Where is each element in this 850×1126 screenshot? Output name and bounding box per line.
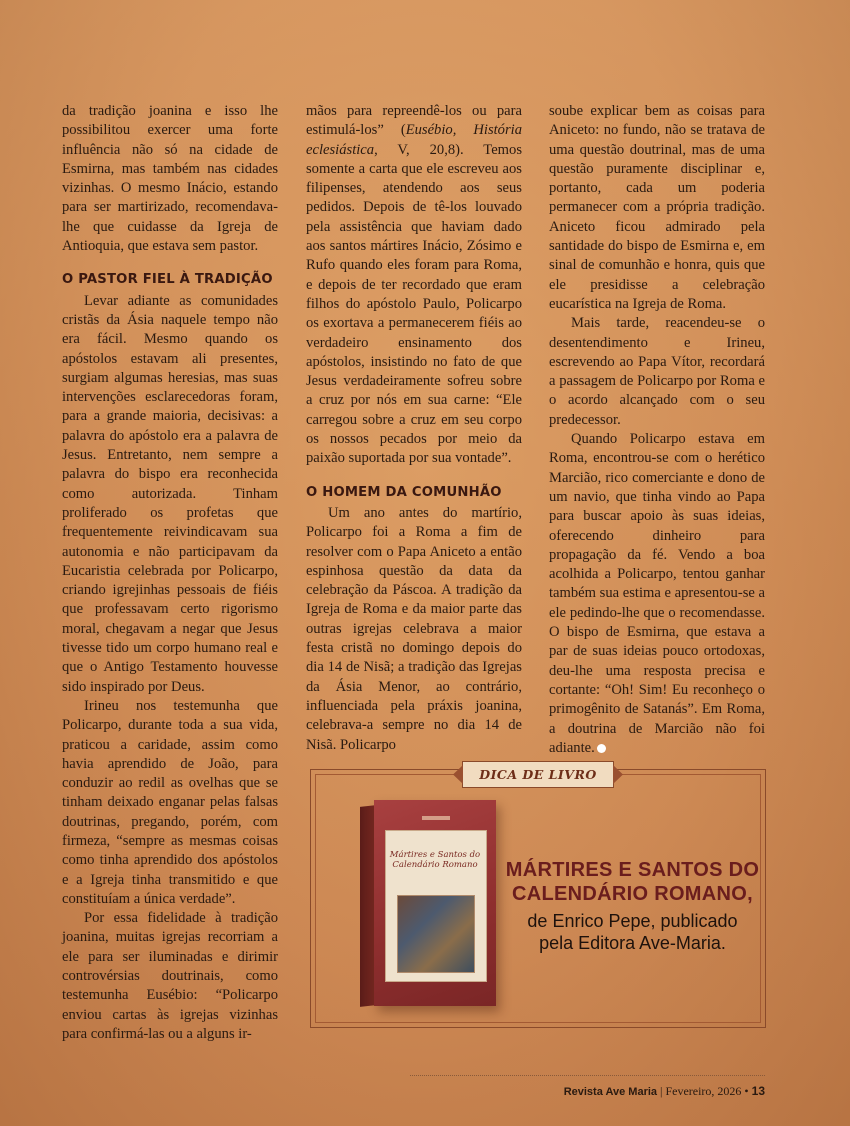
- issue-date: Fevereiro, 2026 •: [665, 1084, 749, 1098]
- page-footer: [564, 1084, 765, 1099]
- paragraph: Mais tarde, reacendeu-se o desentendimento e Irineu, escrevendo ao Papa Vítor, recordará a passagem de Policarpo por Roma e o acordo alcançado com o seu predecessor.: [549, 315, 765, 428]
- book-info: [500, 858, 765, 954]
- paragraph: Levar adiante as comunidades cristãs da Ásia naquele tempo não era fácil. Mesmo quando os apóstolos estavam ali presentes, surgiam algumas heresias, mas suas intervenções esclarecedoras foram, para a grande maioria, decisivas: a palavra do apóstolo era a palavra de Jesus. Entretanto, nem sempre a palavra do bispo era reconhecida como autorizada. Tinham proliferado os profetas que frequentemente reivindicavam sua autonomia e não participavam da Eucaristia celebrada por Policarpo, criando igrejinhas pessoais de fiéis que professavam certo rigorismo moral, chegavam a negar que Jesus tivesse tido um corpo humano real e que o Antigo Testamento houvesse sido inspirado por Deus.: [62, 292, 278, 695]
- article-column-3: [549, 102, 765, 758]
- magazine-name: Revista Ave Maria: [563, 1086, 658, 1098]
- book-title: MÁRTIRES E SANTOS DO CALENDÁRIO ROMANO,: [505, 859, 760, 905]
- section-heading: O HOMEM DA COMUNHÃO: [306, 484, 502, 500]
- book-publisher-mark: [422, 816, 450, 820]
- paragraph: Quando Policarpo estava em Roma, encontrou-se com o herético Marcião, rico comerciante e dono de um navio, que tinha vindo ao Papa para buscar apoio às suas ideias, oferecendo dinheiro para propagação da fé. Vendo a boa acolhida a Policarpo, tentou ganhar também sua estima e apresentou-se a ele pedindo-lhe que o recomendasse. O bispo de Esmirna, que estava a par de suas ideias pouco ortodoxas, deu-lhe uma resposta precisa e cortante: “Oh! Sim! Eu reconheço o primogênito de Satanás”. Em Roma, a doutrina de Marcião não foi adiante.: [549, 431, 765, 756]
- paragraph: mãos para repreendê-los ou para estimulá-los” (Eusébio, História eclesiástica, V, 20,8). Temos somente a carta que ele escreveu aos filipenses, atendendo aos seus pedidos. Depois de tê-los louvado pela assistência que haviam dado aos santos mártires Inácio, Zósimo e Rufo quando eles foram para Roma, e depois de ter recordado que eram filhos do apóstolo Paulo, Policarpo os exortava a permanecerem fiéis ao verdadeiro ensinamento dos apóstolos, insistindo no fato de que Jesus verdadeiramente sofreu sobre a cruz por nós em sua carne: “Ele carregou sobre a cruz em seu corpo os nossos pecados por meio da paixão suportada por sua vontade”.: [306, 103, 523, 467]
- paragraph: da tradição joanina e isso lhe possibilitou exercer uma forte influência não só na cidade de Esmirna, mas também nas cidades vizinhas. O mesmo Inácio, estando para ser martirizado, recomendava-lhe que cuidasse da Igreja de Antioquia, que estava sem pastor.: [62, 103, 278, 255]
- citation: Eusébio, História eclesiástica: [306, 122, 523, 158]
- paragraph: Irineu nos testemunha que Policarpo, durante toda a sua vida, praticou a caridade, assim como havia aprendido de João, para conduzir ao redil as ovelhas que se tinham deixado enganar pelas falsas doutrinas, pregando, porém, com firmeza, “sempre as mesmas coisas como tinha aprendido dos apóstolos e a Igreja tinha transmitido e que constituíam a única verdade”.: [62, 697, 278, 907]
- book-tip-tag: [462, 761, 614, 788]
- section-heading: O PASTOR FIEL À TRADIÇÃO: [62, 272, 273, 288]
- paragraph: Por essa fidelidade à tradição joanina, muitas igrejas recorriam a ele para ser iluminadas e dirimir controvérsias doutrinais, como testemunha Eusébio: “Policarpo enviou cartas às igrejas vizinhas para confirmá-las ou a alguns ir-: [62, 910, 278, 1042]
- end-of-article-icon: [597, 744, 606, 753]
- footer-divider: [410, 1075, 765, 1076]
- book-cover-image: [360, 800, 500, 1010]
- book-cover-artwork: [397, 895, 475, 973]
- book-author-publisher: de Enrico Pepe, publicado pela Editora Ave-Maria.: [527, 911, 738, 953]
- paragraph: soube explicar bem as coisas para Aniceto: no fundo, não se tratava de uma questão doutrinal, mas de uma questão puramente disciplinar e, portanto, cada um poderia permanecer com a própria tradição. Aniceto ficou admirado pela santidade do bispo de Esmirna e, em sinal de comunhão e honra, quis que ele presidisse a celebração eucarística na Igreja de Roma.: [549, 103, 765, 312]
- book-cover: [374, 800, 496, 1006]
- page-number: 13: [751, 1084, 765, 1098]
- book-tip-label: DICA DE LIVRO: [479, 767, 597, 782]
- paragraph: Um ano antes do martírio, Policarpo foi a Roma a fim de resolver com o Papa Aniceto a então espinhosa questão da data da celebração da Páscoa. A tradição da Igreja de Roma e da maior parte das outras igrejas celebrava a maior festa cristã no domingo depois do dia 14 de Nisã; a tradição das Igrejas da Ásia Menor, ao contrário, influenciada pela práxis joanina, celebrava-a sempre no dia 14 de Nisã. Policarpo: [306, 504, 522, 753]
- article-column-1: [62, 102, 278, 1044]
- book-cover-title: Mártires e Santos do Calendário Romano: [389, 850, 481, 870]
- article-column-2: [306, 102, 522, 755]
- footer-separator: |: [660, 1084, 663, 1098]
